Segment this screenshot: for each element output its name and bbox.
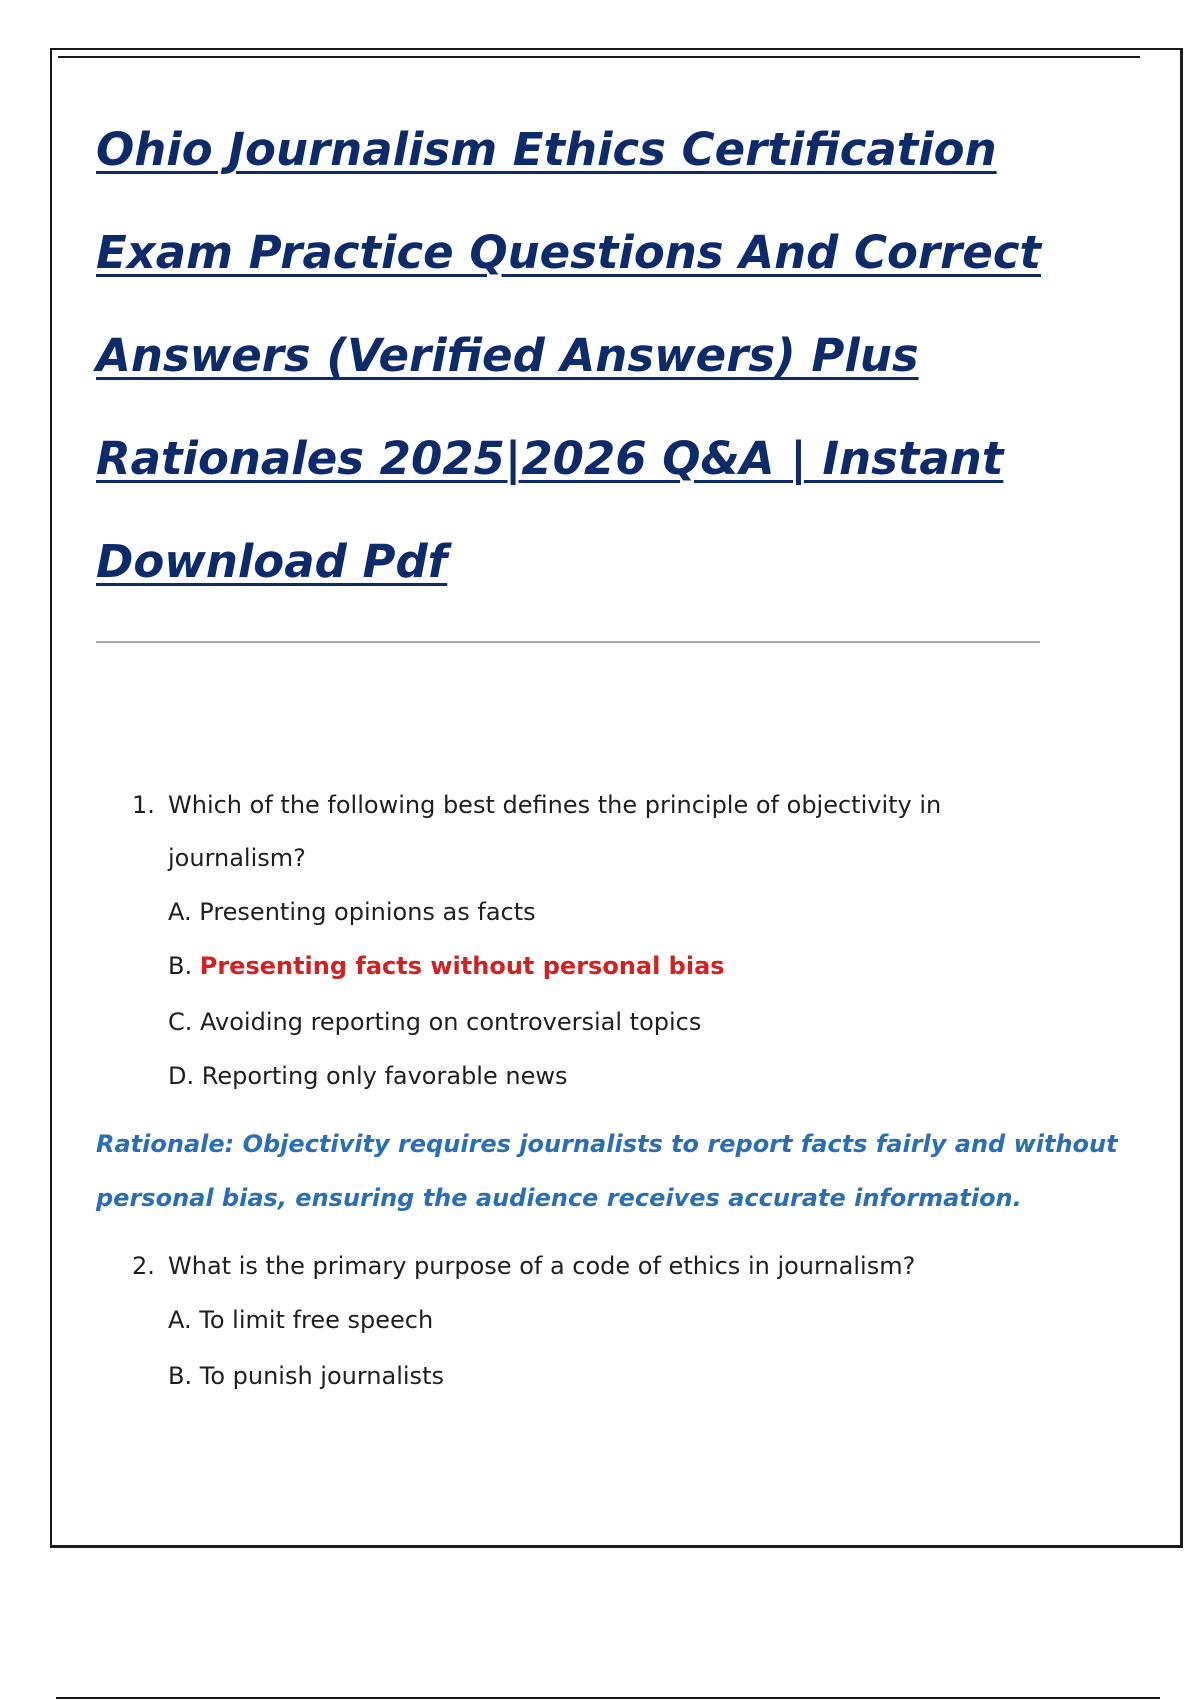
question-text: Which of the following best defines the principle of objectivity in xyxy=(168,791,942,819)
option-a: A. To limit free speech xyxy=(168,1306,434,1334)
option-d: D. Reporting only favorable news xyxy=(168,1062,568,1090)
option-a: A. Presenting opinions as facts xyxy=(168,898,536,926)
title-line: Answers (Verified Answers) Plus xyxy=(96,329,919,382)
top-rule xyxy=(58,56,1140,58)
title-line: Exam Practice Questions And Correct xyxy=(96,226,1042,279)
option-c: C. Avoiding reporting on controversial topics xyxy=(168,1008,702,1036)
correct-answer: Presenting facts without personal bias xyxy=(199,952,725,980)
title-line: Rationales 2025|2026 Q&A | Instant xyxy=(96,432,1004,485)
title-line: Ohio Journalism Ethics Certification xyxy=(96,123,997,176)
document-title xyxy=(96,98,1042,613)
question-text-continued: journalism? xyxy=(168,844,306,872)
next-page-top-rule xyxy=(56,1697,1160,1699)
option-b: B. To punish journalists xyxy=(168,1362,444,1390)
question-number: 1. xyxy=(132,791,155,819)
section-divider xyxy=(96,641,1040,643)
option-b-correct: B. Presenting facts without personal bias xyxy=(168,952,725,980)
title-line: Download Pdf xyxy=(96,535,448,588)
rationale-continued: personal bias, ensuring the audience receives accurate information. xyxy=(96,1184,1022,1212)
rationale: Rationale: Objectivity requires journalists to report facts fairly and without xyxy=(96,1130,1118,1158)
question-text: What is the primary purpose of a code of ethics in journalism? xyxy=(168,1252,916,1280)
question-number: 2. xyxy=(132,1252,155,1280)
